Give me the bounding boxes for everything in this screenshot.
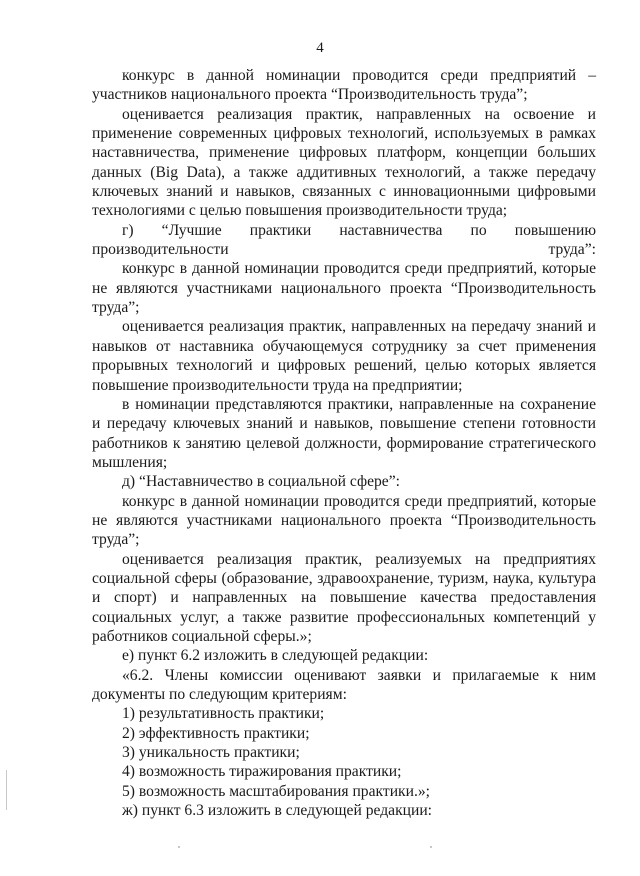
document-body [92, 66, 596, 820]
list-item-4: 4) возможность тиражирования практики; [122, 763, 402, 781]
paragraph-8: конкурс в данной номинации проводится среди предприятий, которые не являются участниками национального проекта “Производительность труда”; [92, 492, 596, 549]
list-item-5: 5) возможность масштабирования практики.»; [122, 782, 430, 800]
paragraph-3: г) “Лучшие практики наставничества по повышению производительности труда”: [92, 221, 596, 259]
paragraph-9: оценивается реализация практик, реализуемых на предприятиях социальной сферы (образование, здравоохранение, туризм, наука, культура и спорт) и направленных на повышение качества предоставления социальных услуг, а также развитие профессиональных компетенций у работников социальной сферы.»; [92, 550, 596, 645]
paragraph-6: в номинации представляются практики, направленные на сохранение и передачу ключевых знаний и навыков, повышение степени готовности работников к занятию целевой должности, формирование стратегического мышления; [92, 395, 596, 471]
paragraph-10: е) пункт 6.2 изложить в следующей редакции: [122, 647, 429, 665]
list-item-2: 2) эффективность практики; [122, 724, 310, 742]
page-number: 4 [316, 40, 324, 56]
list-item-1: 1) результативность практики; [122, 705, 325, 723]
paragraph-12: ж) пункт 6.3 изложить в следующей редакции: [122, 802, 433, 820]
paragraph-11: «6.2. Члены комиссии оценивают заявки и прилагаемые к ним документы по следующим критериям: [92, 666, 596, 703]
paragraph-4: конкурс в данной номинации проводится среди предприятий, которые не являются участниками национального проекта “Производительность труда”; [92, 260, 596, 317]
scan-speck [430, 846, 432, 848]
paragraph-2: оценивается реализация практик, направленных на освоение и применение современных цифровых технологий, используемых в рамках наставничества, применение цифровых платформ, концепции больших данных (Big Data), а также аддитивных технологий, а также передачу ключевых знаний и навыков, связанных с инновационными цифровыми технологиями с целью повышения производительности труда; [92, 105, 596, 220]
scan-edge-mark [6, 770, 7, 810]
paragraph-1: конкурс в данной номинации проводится среди предприятий – участников национального проекта “Производительность труда”; [92, 67, 596, 104]
list-item-3: 3) уникальность практики; [122, 744, 300, 762]
scan-speck [178, 846, 180, 848]
paragraph-5: оценивается реализация практик, направленных на передачу знаний и навыков от наставника обучающемуся сотруднику за счет применения прорывных технологий и цифровых решений, целью которых является повышение производительности труда на предприятии; [92, 318, 596, 394]
paragraph-7: д) “Наставничество в социальной сфере”: [122, 473, 400, 491]
